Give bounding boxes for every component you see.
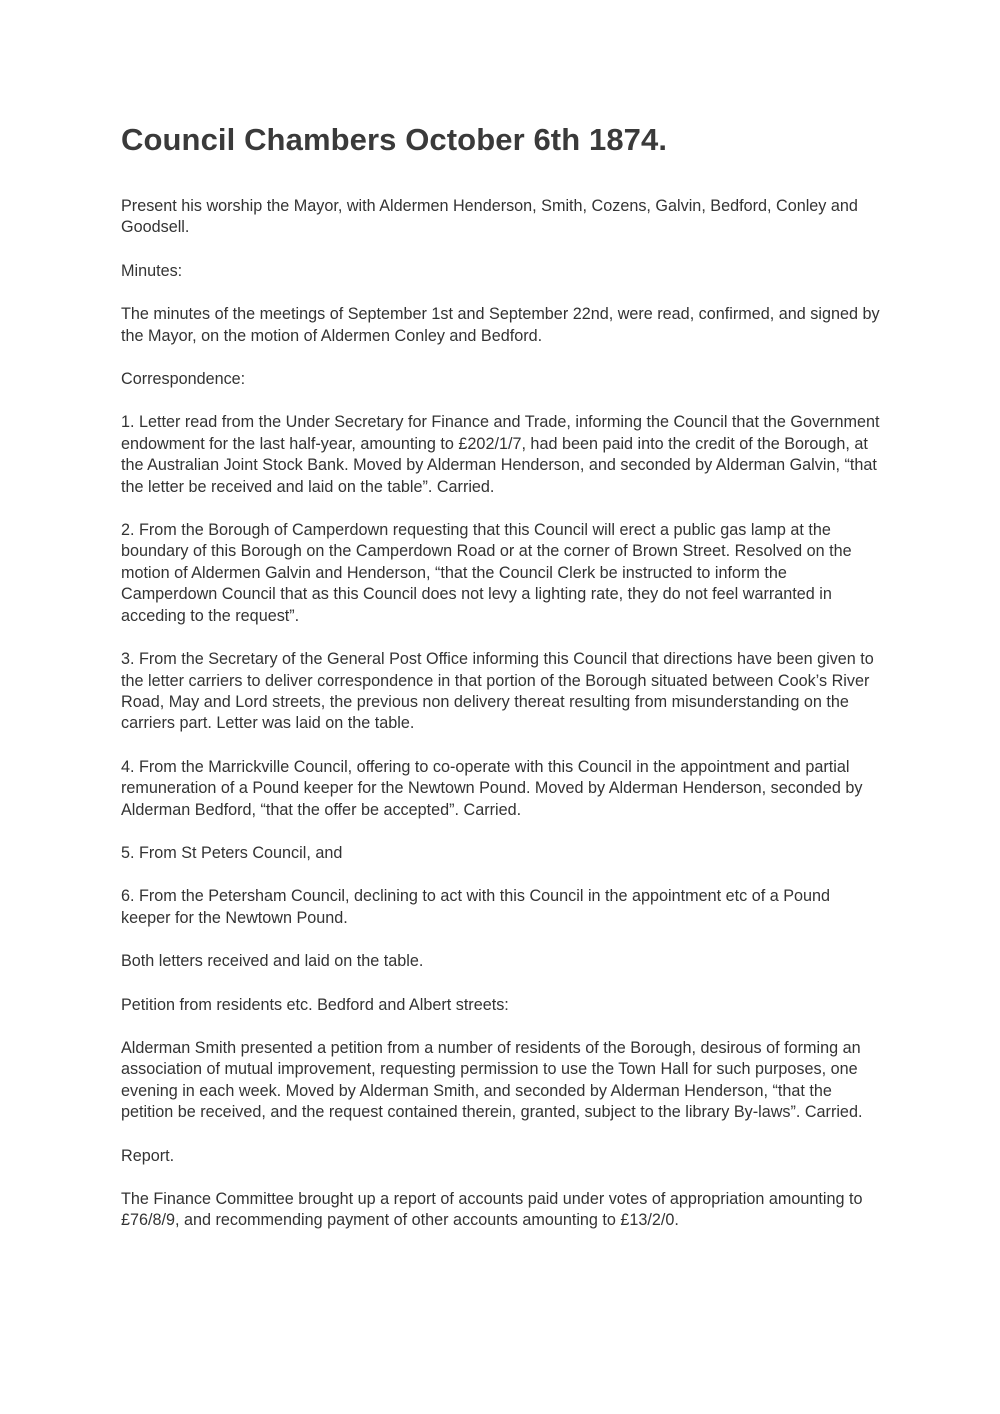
page-title: Council Chambers October 6th 1874. — [121, 122, 668, 157]
correspondence-item-6: 6. From the Petersham Council, declining to act with this Council in the appointment etc of a Pound keeper for the Newtown Pound. — [121, 887, 831, 927]
section-heading-correspondence: Correspondence: — [121, 370, 246, 389]
petition-paragraph: Alderman Smith presented a petition from a number of residents of the Borough, desirous of forming an association of mutual improvement, requesting permission to use the Town Hall for such purposes, one evening in each week. Moved by Alderman Smith, and seconded by Alderman Henderson, “that the petition be received, and the request contained therein, granted, subject to the library By-laws”. Carried. — [121, 1038, 863, 1122]
correspondence-item-3: 3. From the Secretary of the General Post Office informing this Council that directions have been given to the letter carriers to deliver correspondence in that portion of the Borough situated between Cook’s River Road, May and Lord streets, the previous non delivery thereat resulting from misunderstanding on the carriers part. Letter was laid on the table. — [121, 650, 874, 733]
minutes-paragraph: The minutes of the meetings of September 1st and September 22nd, were read, confirmed, and signed by the Mayor, on the motion of Aldermen Conley and Bedford. — [121, 305, 880, 345]
correspondence-item-5: 5. From St Peters Council, and — [121, 843, 343, 862]
section-heading-report: Report. — [121, 1146, 175, 1165]
section-heading-minutes: Minutes: — [121, 261, 183, 280]
letters-outcome-paragraph: Both letters received and laid on the table. — [121, 952, 424, 971]
correspondence-item-4: 4. From the Marrickville Council, offering to co-operate with this Council in the appointment and partial remuneration of a Pound keeper for the Newtown Pound. Moved by Alderman Henderson, seconded by Alderman Bedford, “that the offer be accepted”. Carried. — [121, 757, 863, 819]
correspondence-item-1: 1. Letter read from the Under Secretary for Finance and Trade, informing the Council that the Government endowment for the last half-year, amounting to £202/1/7, had been paid into the credit of the Borough, at the Australian Joint Stock Bank. Moved by Alderman Henderson, and seconded by Alderman Galvin, “that the letter be received and laid on the table”. Carried. — [121, 413, 880, 496]
section-heading-petition: Petition from residents etc. Bedford and Albert streets: — [121, 995, 509, 1014]
correspondence-item-2: 2. From the Borough of Camperdown requesting that this Council will erect a public gas lamp at the boundary of this Borough on the Camperdown Road or at the corner of Brown Street. Resolved on the motion of Aldermen Galvin and Henderson, “that the Council Clerk be instructed to inform the Camperdown Council that as this Council does not levy a lighting rate, they do not feel warranted in acceding to the request”. — [121, 521, 852, 625]
document-body — [121, 120, 881, 1254]
finance-report-paragraph: The Finance Committee brought up a report of accounts paid under votes of appropriation amounting to £76/8/9, and recommending payment of other accounts amounting to £13/2/0. — [121, 1190, 863, 1230]
attendance-paragraph: Present his worship the Mayor, with Aldermen Henderson, Smith, Cozens, Galvin, Bedford, Conley and Goodsell. — [121, 197, 858, 237]
